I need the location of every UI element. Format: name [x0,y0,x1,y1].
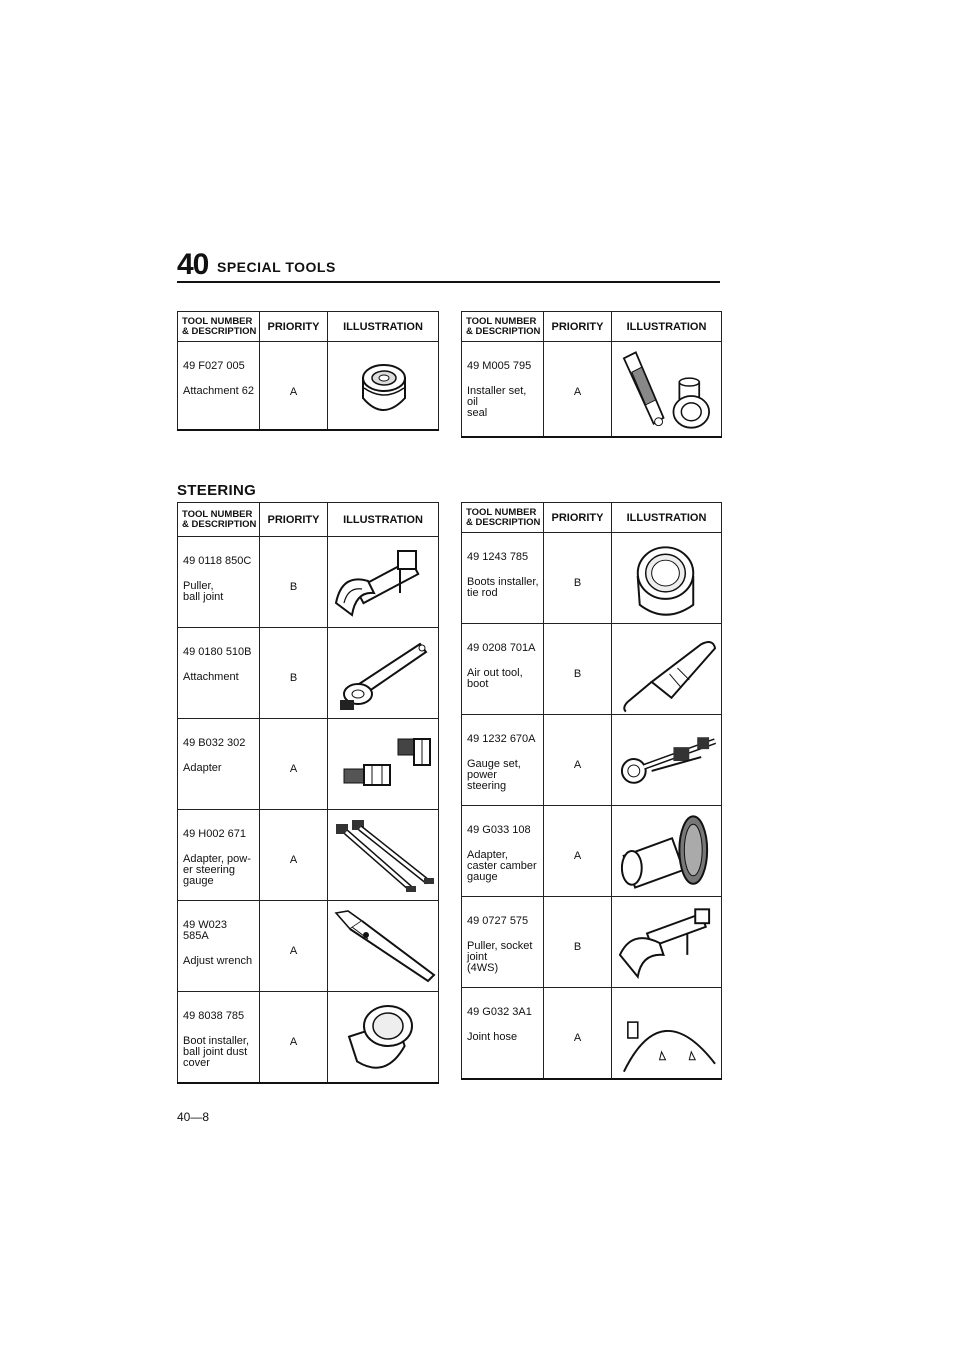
tool-number: 49 8038 785 [183,1010,245,1022]
tool-description: Boots installer, tie rod [467,576,539,599]
priority-cell: A [544,806,612,897]
tool-number: 49 G032 3A1 [467,1006,532,1018]
tool-description-cell [178,719,260,810]
steering-heading: STEERING [177,482,257,499]
tool-description: Attachment 62 [183,385,254,397]
hose-adapter-icon [328,810,438,900]
tool-number: 49 0208 701A [467,642,536,654]
tool-description-cell [178,628,260,719]
tool-description-cell [462,897,544,988]
tool-description-cell [178,810,260,901]
priority-cell: B [260,628,328,719]
illustration-cell [328,628,439,719]
illustration-cell [328,719,439,810]
illustration-cell [328,901,439,992]
tool-description-cell [178,992,260,1084]
priority-cell: B [260,537,328,628]
table-row [178,719,439,810]
illustration-cell [328,537,439,628]
tool-description: Installer set, oil seal [467,385,527,419]
table-row [462,533,722,624]
priority-cell: A [544,342,612,438]
priority-cell: B [544,897,612,988]
tool-number: 49 1243 785 [467,551,529,563]
tool-description-cell [462,342,544,438]
section-number: 40 [177,248,209,281]
illustration-cell [612,806,722,897]
illustration-cell [612,533,722,624]
priority-cell: A [260,810,328,901]
priority-cell: A [260,342,328,430]
tool-description: Adapter, caster camber gauge [467,849,537,883]
tools-table-top-right [461,311,722,438]
table-row [462,342,722,438]
tool-description-cell [462,988,544,1080]
illustration-cell [612,624,722,715]
illustration-cell [612,988,722,1080]
puller-icon [328,537,438,627]
illustration-cell [328,342,439,430]
joint-hose-icon [612,988,721,1078]
column-header-illustration: ILLUSTRATION [612,312,722,342]
tool-description: Adjust wrench [183,955,253,967]
column-header-priority: PRIORITY [260,312,328,342]
caster-adapter-icon [612,806,721,896]
priority-cell: A [260,719,328,810]
header-rule [177,281,720,283]
column-header-priority: PRIORITY [544,503,612,533]
tool-number: 49 H002 671 [183,828,246,840]
air-out-tool-icon [612,624,721,714]
column-header-tool-number: TOOL NUMBER & DESCRIPTION [178,503,260,537]
column-header-illustration: ILLUSTRATION [328,312,439,342]
table-row [178,992,439,1084]
installer-set-icon [612,342,721,436]
illustration-cell [328,810,439,901]
tool-description: Puller, socket joint (4WS) [467,940,533,974]
illustration-cell [328,992,439,1084]
tool-number: 49 M005 795 [467,360,532,372]
section-title: SPECIAL TOOLS [217,259,336,275]
tool-number: 49 B032 302 [183,737,246,749]
socket-puller-icon [612,897,721,987]
table-row [178,342,439,430]
tool-description-cell [178,342,260,430]
priority-cell: B [544,533,612,624]
priority-cell: B [544,624,612,715]
tool-description-cell [178,901,260,992]
wrench-attachment-icon [328,628,438,718]
table-row [178,628,439,719]
tool-number: 49 W023 585A [183,919,228,942]
tool-number: 49 0727 575 [467,915,529,927]
gauge-set-icon [612,715,721,805]
table-row [462,715,722,806]
tool-description: Gauge set, power steering [467,758,521,792]
tool-number: 49 1232 670A [467,733,536,745]
tool-description-cell [178,537,260,628]
tool-description: Puller, ball joint [183,580,224,603]
column-header-tool-number: TOOL NUMBER & DESCRIPTION [462,503,544,533]
tools-table-steering-right [461,502,722,1080]
tool-description: Attachment [183,671,239,683]
table-row [462,624,722,715]
tool-number: 49 0118 850C [183,555,252,567]
tool-number: 49 F027 005 [183,360,245,372]
adjust-wrench-icon [328,901,438,991]
priority-cell: A [544,715,612,806]
tool-description: Adapter, pow- er steering gauge [183,853,251,887]
table-row [462,988,722,1080]
tool-description: Boot installer, ball joint dust cover [183,1035,250,1069]
illustration-cell [612,715,722,806]
boots-installer-icon [612,533,721,623]
illustration-cell [612,342,722,438]
tools-table-top-left [177,311,439,431]
table-row [178,901,439,992]
table-row [462,806,722,897]
column-header-illustration: ILLUSTRATION [612,503,722,533]
priority-cell: A [260,992,328,1084]
tools-table-steering-left [177,502,439,1084]
adapter-icon [328,719,438,809]
tool-description: Adapter [183,762,222,774]
priority-cell: A [260,901,328,992]
tool-description-cell [462,715,544,806]
attachment-icon [328,342,438,428]
table-row [178,537,439,628]
tool-description-cell [462,624,544,715]
column-header-tool-number: TOOL NUMBER & DESCRIPTION [178,312,260,342]
tool-number: 49 0180 510B [183,646,252,658]
table-row [178,810,439,901]
table-row [462,897,722,988]
tool-description: Joint hose [467,1031,518,1043]
boot-installer-icon [328,992,438,1082]
page-header [177,250,720,284]
tool-number: 49 G033 108 [467,824,531,836]
tool-description-cell [462,533,544,624]
tool-description-cell [462,806,544,897]
column-header-priority: PRIORITY [544,312,612,342]
priority-cell: A [544,988,612,1080]
column-header-priority: PRIORITY [260,503,328,537]
illustration-cell [612,897,722,988]
column-header-tool-number: TOOL NUMBER & DESCRIPTION [462,312,544,342]
page-number: 40—8 [177,1110,210,1124]
tool-description: Air out tool, boot [467,667,523,690]
column-header-illustration: ILLUSTRATION [328,503,439,537]
